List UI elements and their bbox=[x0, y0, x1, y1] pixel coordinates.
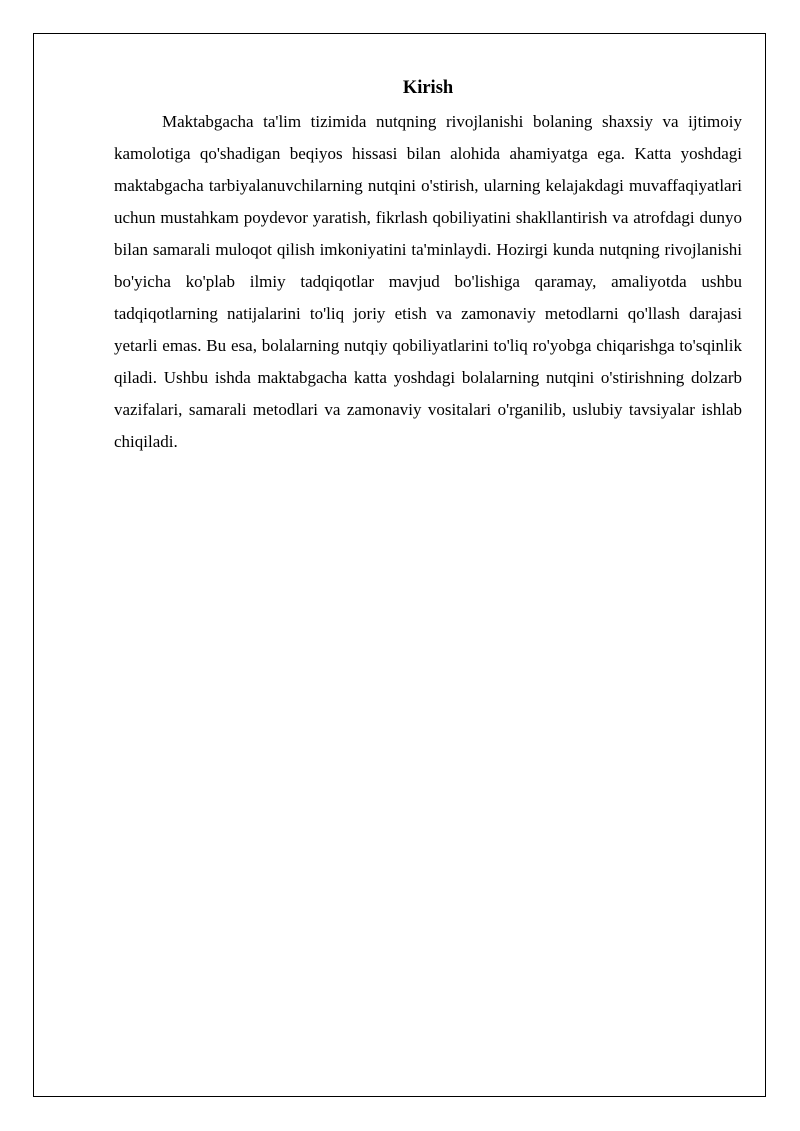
section-heading: Kirish bbox=[402, 78, 454, 98]
document-body bbox=[114, 76, 742, 458]
intro-paragraph: Maktabgacha ta'lim tizimida nutqning rivojlanishi bolaning shaxsiy va ijtimoiy kamolotiga qo'shadigan beqiyos hissasi bilan alohida ahamiyatga ega. Katta yoshdagi maktabgacha tarbiyalanuvchilarning nutqini o'stirish, ularning kelajakdagi muvaffaqiyatlari uchun mustahkam poydevor yaratish, fikrlash qobiliyatini shakllantirish va atrofdagi dunyo bilan samarali muloqot qilish imkoniyatini ta'minlaydi. Hozirgi kunda nutqning rivojlanishi bo'yicha ko'plab ilmiy tadqiqotlar mavjud bo'lishiga qaramay, amaliyotda ushbu tadqiqotlarning natijalarini to'liq joriy etish va zamonaviy metodlarni qo'llash darajasi yetarli emas. Bu esa, bolalarning nutqiy qobiliyatlarini to'liq ro'yobga chiqarishga to'sqinlik qiladi. Ushbu ishda maktabgacha katta yoshdagi bolalarning nutqini o'stirishning dolzarb vazifalari, samarali metodlari va zamonaviy vositalari o'rganilib, uslubiy tavsiyalar ishlab chiqiladi. bbox=[114, 112, 742, 451]
